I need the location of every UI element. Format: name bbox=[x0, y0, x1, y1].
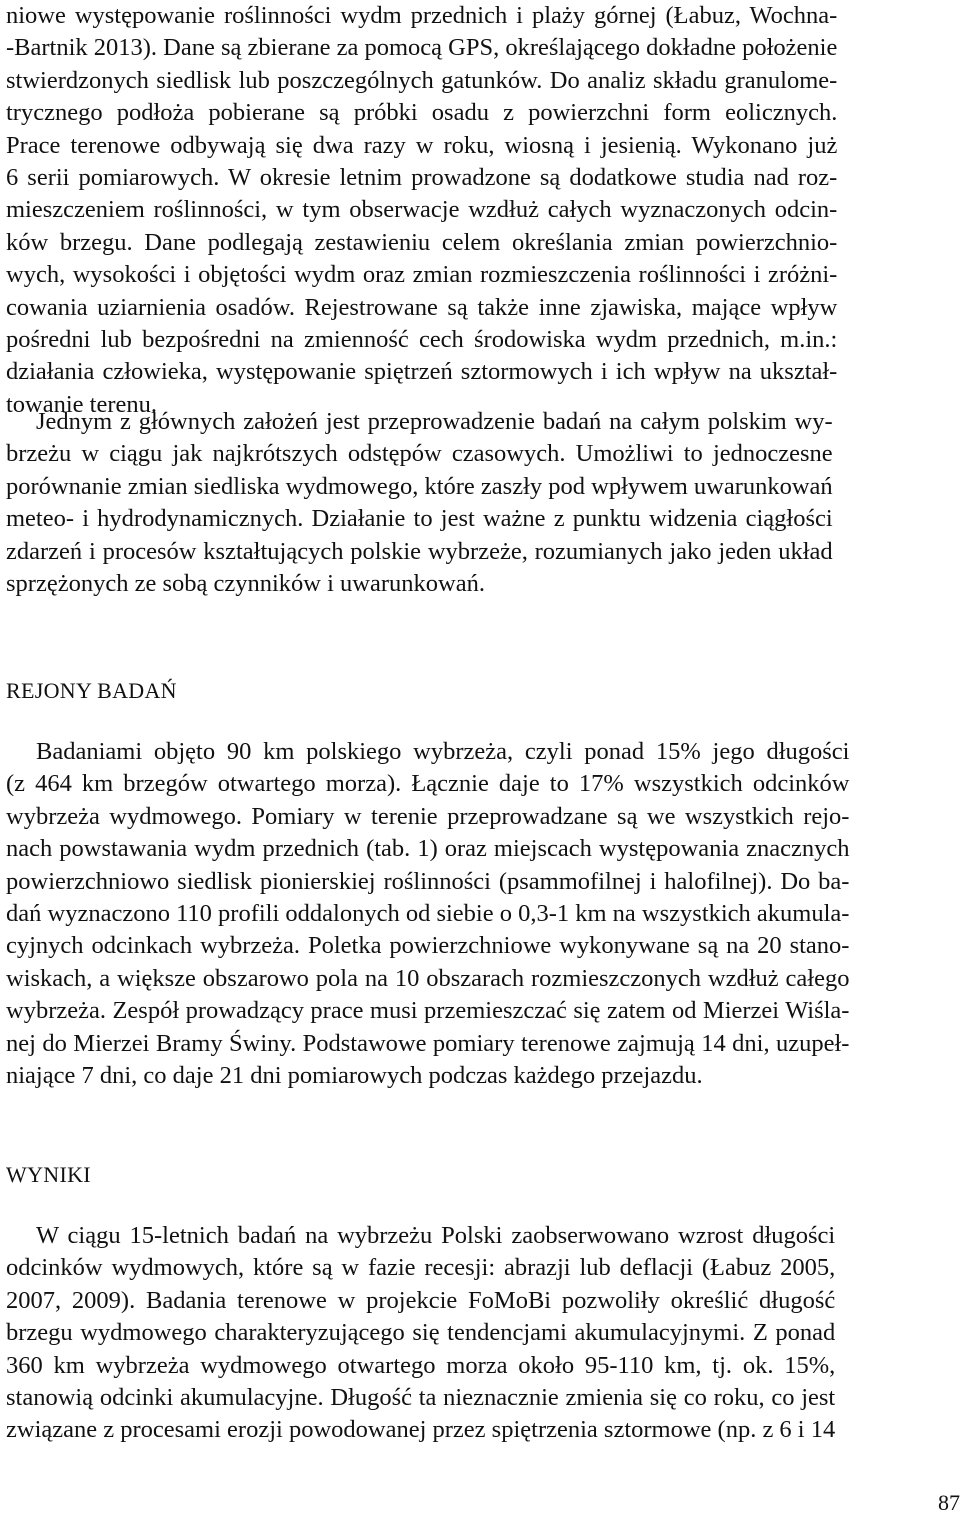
text-line: wybrzeża wydmowego. Pomiary w terenie przeprowadzane są we wszystkich rejo- bbox=[6, 802, 850, 830]
text-line: wybrzeża. Zespół prowadzący prace musi przemieszczać się zatem od Mierzei Wiśla- bbox=[6, 997, 850, 1025]
text-line: wych, wysokości i objętości wydm oraz zmian rozmieszczenia roślinności i zróżni- bbox=[6, 261, 838, 289]
text-line: (z 464 km brzegów otwartego morza). Łącznie daje to 17% wszystkich odcinków bbox=[6, 770, 850, 798]
text-line: dań wyznaczono 110 profili oddalonych od siebie o 0,3-1 km na wszystkich akumula- bbox=[6, 899, 850, 927]
text-line: nach powstawania wydm przednich (tab. 1) oraz miejscach występowania znacznych bbox=[6, 835, 850, 863]
text-line: cyjnych odcinkach wybrzeża. Poletka powierzchniowe wykonywane są na 20 stano- bbox=[6, 932, 850, 960]
paragraph-study-areas bbox=[6, 736, 849, 1092]
text-line: wiskach, a większe obszarowo pola na 10 obszarach rozmieszczonych wzdłuż całego bbox=[6, 964, 850, 992]
text-line: stanowią odcinki akumulacyjne. Długość ta nieznacznie zmienia się co roku, co jest bbox=[6, 1383, 836, 1411]
text-line: sprzężonych ze sobą czynników i uwarunkowań. bbox=[6, 569, 485, 597]
text-line: W ciągu 15-letnich badań na wybrzeżu Polski zaobserwowano wzrost długości bbox=[36, 1222, 836, 1249]
section-heading-wyniki: WYNIKI bbox=[6, 1162, 91, 1187]
paragraph-methods-continued bbox=[6, 0, 837, 421]
text-line: Jednym z głównych założeń jest przeprowadzenie badań na całym polskim wy- bbox=[36, 408, 833, 435]
text-line: -Bartnik 2013). Dane są zbierane za pomocą GPS, określającego dokładne położenie bbox=[6, 34, 838, 62]
text-line: 6 serii pomiarowych. W okresie letnim prowadzone są dodatkowe studia nad roz- bbox=[6, 163, 838, 191]
text-line: pośredni lub bezpośredni na zmienność cech środowiska wydm przednich, m.in.: bbox=[6, 325, 838, 353]
text-line: zdarzeń i procesów kształtujących polskie wybrzeże, rozumianych jako jeden układ bbox=[6, 537, 833, 565]
text-line: Badaniami objęto 90 km polskiego wybrzeża, czyli ponad 15% jego długości bbox=[36, 738, 850, 765]
paragraph-results bbox=[6, 1220, 835, 1447]
section-heading-rejony-badan: REJONY BADAŃ bbox=[6, 678, 177, 703]
text-line: powierzchniowo siedlisk pionierskiej roślinności (psammofilnej i halofilnej). Do ba- bbox=[6, 867, 850, 895]
text-line: niowe występowanie roślinności wydm przednich i plaży górnej (Łabuz, Wochna- bbox=[6, 2, 838, 29]
text-line: odcinków wydmowych, które są w fazie recesji: abrazji lub deflacji (Łabuz 2005, bbox=[6, 1254, 836, 1282]
text-line: meteo- i hydrodynamicznych. Działanie to jest ważne z punktu widzenia ciągłości bbox=[6, 505, 833, 533]
text-line: porównanie zmian siedliska wydmowego, które zaszły pod wpływem uwarunkowań bbox=[6, 472, 833, 500]
text-line: niające 7 dni, co daje 21 dni pomiarowych podczas każdego przejazdu. bbox=[6, 1061, 703, 1089]
text-line: stwierdzonych siedlisk lub poszczególnych gatunków. Do analiz składu granulome- bbox=[6, 66, 838, 94]
text-line: związane z procesami erozji powodowanej przez spiętrzenia sztormowe (np. z 6 i 14 bbox=[6, 1416, 836, 1444]
text-line: działania człowieka, występowanie spiętrzeń sztormowych i ich wpływ na ukształ- bbox=[6, 358, 838, 386]
text-line: 2007, 2009). Badania terenowe w projekcie FoMoBi pozwoliły określić długość bbox=[6, 1286, 836, 1314]
text-line: cowania uziarnienia osadów. Rejestrowane są także inne zjawiska, mające wpływ bbox=[6, 293, 838, 321]
paragraph-assumptions bbox=[6, 406, 833, 600]
text-line: 360 km wybrzeża wydmowego otwartego morza około 95-110 km, tj. ok. 15%, bbox=[6, 1351, 836, 1379]
text-line: towanie terenu. bbox=[6, 390, 158, 418]
text-line: Prace terenowe odbywają się dwa razy w roku, wiosną i jesienią. Wykonano już bbox=[6, 131, 838, 159]
page-number: 87 bbox=[938, 1490, 960, 1515]
text-line: mieszczeniem roślinności, w tym obserwacje wzdłuż całych wyznaczonych odcin- bbox=[6, 196, 838, 224]
text-line: brzeżu w ciągu jak najkrótszych odstępów czasowych. Umożliwi to jednoczesne bbox=[6, 440, 833, 468]
text-line: brzegu wydmowego charakteryzującego się tendencjami akumulacyjnymi. Z ponad bbox=[6, 1319, 836, 1347]
text-line: ków brzegu. Dane podlegają zestawieniu celem określania zmian powierzchnio- bbox=[6, 228, 838, 256]
text-line: nej do Mierzei Bramy Świny. Podstawowe pomiary terenowe zajmują 14 dni, uzupeł- bbox=[6, 1029, 850, 1057]
text-line: trycznego podłoża pobierane są próbki osadu z powierzchni form eolicznych. bbox=[6, 99, 838, 127]
